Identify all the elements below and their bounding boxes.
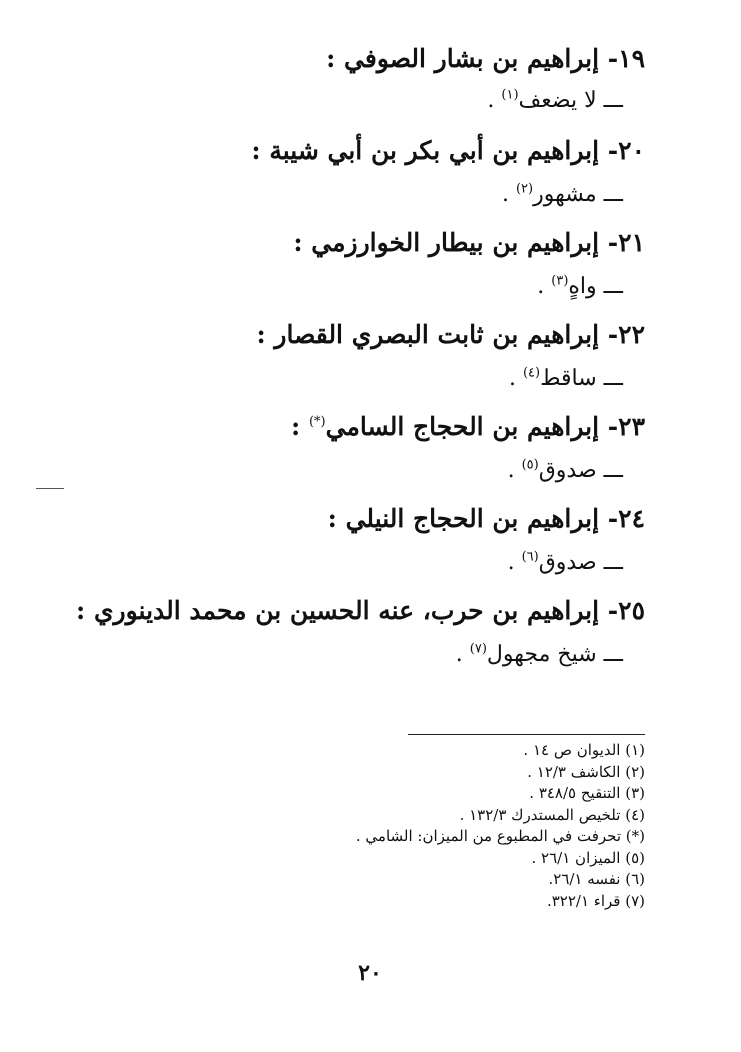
- footnote-4: (٤) تلخيص المستدرك ١٣٢/٣ .: [459, 805, 645, 824]
- entry-title-24: ٢٤- إبراهيم بن الحجاج النيلي :: [327, 504, 645, 533]
- footnote-asterisk: (*) تحرفت في المطبوع من الميزان: الشامي .: [355, 827, 645, 845]
- entry-verdict-21: ـــ واهٍ$^{(٣)}$ .: [537, 273, 623, 299]
- entry-verdict-25: ـــ شيخ مجهول$^{(٧)}$ .: [455, 641, 623, 667]
- footnote-1: (١) الديوان ص ١٤ .: [523, 741, 645, 759]
- entry-name: إبراهيم بن ثابت البصري القصار: [274, 320, 600, 349]
- entry-name: إبراهيم بن بيطار الخوارزمي: [311, 228, 600, 257]
- entry-title-20: ٢٠- إبراهيم بن أبي بكر بن أبي شيبة :: [251, 136, 645, 165]
- entry-name: إبراهيم بن الحجاج النيلي: [345, 504, 600, 533]
- entry-verdict-24: ـــ صدوق$^{(٦)}$ .: [507, 549, 623, 575]
- margin-mark: [36, 488, 64, 489]
- entry-number: ٢٣: [618, 412, 645, 441]
- entry-number: ١٩: [618, 44, 645, 73]
- verdict-text: صدوق: [538, 458, 597, 483]
- entry-name: إبراهيم بن حرب، عنه الحسين بن محمد الدينوري: [93, 596, 600, 625]
- footnote-ref: (٦): [521, 549, 539, 565]
- entry-title-22: ٢٢- إبراهيم بن ثابت البصري القصار :: [256, 320, 645, 349]
- entry-title-25: ٢٥- إبراهيم بن حرب، عنه الحسين بن محمد الدينوري :: [76, 596, 645, 625]
- footnote-ref-asterisk: (*): [308, 414, 326, 430]
- footnote-6: (٦) نفسه ٢٦/١.: [548, 870, 645, 888]
- entry-name: إبراهيم بن الحجاج السامي: [325, 412, 600, 441]
- verdict-text: شيخ مجهول: [486, 642, 597, 667]
- verdict-text: واهٍ: [568, 274, 597, 299]
- entry-verdict-22: ـــ ساقط$^{(٤)}$ .: [508, 365, 623, 391]
- footnote-ref: (٧): [469, 641, 487, 657]
- footnote-3: (٣) التنقيح ٣٤٨/٥ .: [529, 784, 645, 802]
- entry-number: ٢٢: [618, 320, 645, 349]
- footnote-separator: [408, 734, 645, 735]
- entry-name: إبراهيم بن بشار الصوفي: [344, 44, 600, 73]
- entry-verdict-20: ـــ مشهور$^{(٢)}$ .: [501, 181, 623, 207]
- footnote-ref: (٤): [522, 365, 541, 381]
- verdict-text: ساقط: [540, 366, 597, 391]
- entry-number: ٢٥: [618, 596, 645, 625]
- entry-verdict-19: ـــ لا يضعف$^{(١)}$ .: [487, 87, 623, 113]
- footnote-ref: (٥): [521, 457, 539, 473]
- entry-number: ٢٤: [618, 504, 645, 533]
- footnote-7: (٧) قراء ٣٢٢/١.: [546, 891, 645, 910]
- entry-title-23: ٢٣- إبراهيم بن الحجاج السامي(*) :: [291, 412, 645, 441]
- entry-title-21: ٢١- إبراهيم بن بيطار الخوارزمي :: [293, 228, 645, 257]
- footnote-ref: (١): [501, 87, 519, 103]
- footnote-5: (٥) الميزان ٢٦/١ .: [531, 848, 645, 867]
- entry-title-19: ١٩- إبراهيم بن بشار الصوفي :: [326, 44, 645, 73]
- entry-number: ٢٠: [618, 136, 645, 165]
- footnote-ref: (٢): [515, 181, 534, 197]
- page-number: ٢٠: [358, 960, 382, 986]
- entry-name: إبراهيم بن أبي بكر بن أبي شيبة: [269, 136, 600, 165]
- entry-number: ٢١: [618, 228, 645, 257]
- verdict-text: صدوق: [538, 550, 597, 575]
- footnote-2: (٢) الكاشف ١٢/٣ .: [527, 762, 645, 781]
- entry-verdict-23: ـــ صدوق$^{(٥)}$ .: [507, 457, 623, 483]
- footnotes: [285, 740, 645, 912]
- verdict-text: لا يضعف: [518, 88, 597, 113]
- verdict-text: مشهور: [533, 182, 597, 207]
- footnote-ref: (٣): [551, 273, 569, 289]
